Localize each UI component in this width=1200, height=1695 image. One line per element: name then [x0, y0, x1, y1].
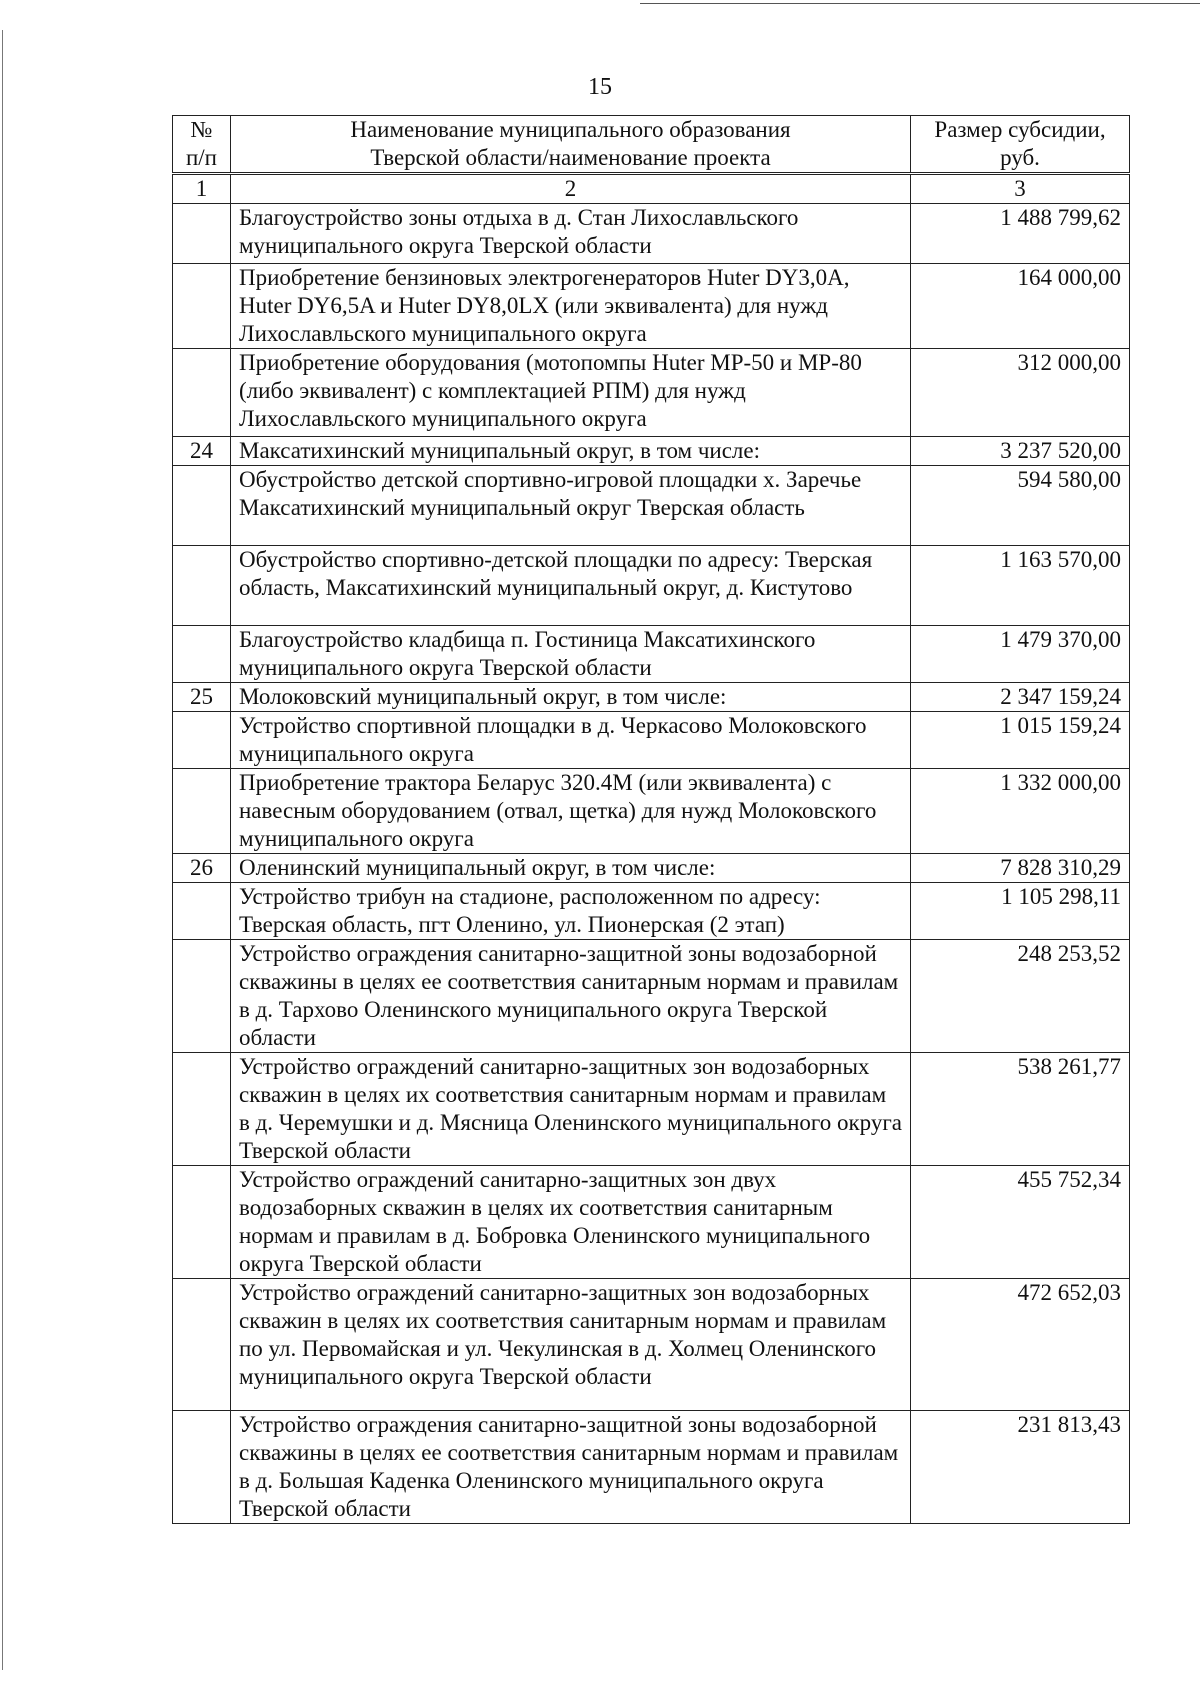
table-row: [173, 1053, 1130, 1166]
row-name: Устройство ограждения санитарно-защитной зоны водозаборной скважины в целях ее соответствия санитарным нормам и правилам в д. Большая Каденка Оленинского муниципального округа Тверской области: [231, 1411, 911, 1524]
column-number-1: 1: [173, 174, 231, 204]
row-amount: 1 479 370,00: [911, 626, 1130, 683]
row-name: Молоковский муниципальный округ, в том числе:: [231, 683, 911, 712]
row-number: [173, 883, 231, 940]
row-name: Приобретение бензиновых электрогенераторов Huter DY3,0A, Huter DY6,5A и Huter DY8,0LX (или эквивалента) для нужд Лихославльского муниципального округа: [231, 264, 911, 349]
row-name: Приобретение трактора Беларус 320.4М (или эквивалента) с навесным оборудованием (отвал, щетка) для нужд Молоковского муниципального округа: [231, 769, 911, 854]
row-name: Устройство ограждений санитарно-защитных зон водозаборных скважин в целях их соответствия санитарным нормам и правилам в д. Черемушки и д. Мясница Оленинского муниципального округа Тверской области: [231, 1053, 911, 1166]
row-number: [173, 1053, 231, 1166]
table-row: [173, 264, 1130, 349]
column-number-3: 3: [911, 174, 1130, 204]
row-name: Оленинский муниципальный округ, в том числе:: [231, 854, 911, 883]
row-amount: 538 261,77: [911, 1053, 1130, 1166]
row-number: 24: [173, 437, 231, 466]
row-number: 26: [173, 854, 231, 883]
row-number: 25: [173, 683, 231, 712]
subsidy-table: [172, 115, 1130, 1524]
table-row: [173, 466, 1130, 546]
row-amount: 455 752,34: [911, 1166, 1130, 1279]
scan-edge-top: [640, 3, 1200, 4]
row-number: [173, 466, 231, 546]
header-name: Наименование муниципального образования Тверской области/наименование проекта: [231, 116, 911, 174]
table-row: [173, 626, 1130, 683]
table-row: [173, 769, 1130, 854]
table-row: [173, 854, 1130, 883]
row-number: [173, 626, 231, 683]
header-amount: Размер субсидии, руб.: [911, 116, 1130, 174]
row-name: Максатихинский муниципальный округ, в том числе:: [231, 437, 911, 466]
scan-edge-left: [2, 30, 3, 1670]
row-name: Благоустройство зоны отдыха в д. Стан Лихославльского муниципального округа Тверской области: [231, 204, 911, 264]
row-amount: 1 163 570,00: [911, 546, 1130, 626]
table-row: [173, 1279, 1130, 1411]
table-row: [173, 349, 1130, 437]
row-amount: 231 813,43: [911, 1411, 1130, 1524]
table-row: [173, 204, 1130, 264]
row-amount: 312 000,00: [911, 349, 1130, 437]
row-number: [173, 1411, 231, 1524]
column-number-2: 2: [231, 174, 911, 204]
row-number: [173, 546, 231, 626]
row-name: Обустройство детской спортивно-игровой площадки х. Заречье Максатихинский муниципальный округ Тверская область: [231, 466, 911, 546]
row-name: Устройство спортивной площадки в д. Черкасово Молоковского муниципального округа: [231, 712, 911, 769]
row-amount: 1 015 159,24: [911, 712, 1130, 769]
row-amount: 1 105 298,11: [911, 883, 1130, 940]
row-name: Благоустройство кладбища п. Гостиница Максатихинского муниципального округа Тверской области: [231, 626, 911, 683]
row-number: [173, 1166, 231, 1279]
row-number: [173, 264, 231, 349]
table-row: [173, 437, 1130, 466]
column-number-row: [173, 174, 1130, 204]
row-number: [173, 204, 231, 264]
row-amount: 3 237 520,00: [911, 437, 1130, 466]
row-number: [173, 940, 231, 1053]
row-number: [173, 712, 231, 769]
row-amount: 7 828 310,29: [911, 854, 1130, 883]
table-row: [173, 1166, 1130, 1279]
table-row: [173, 883, 1130, 940]
table-row: [173, 712, 1130, 769]
row-amount: 1 332 000,00: [911, 769, 1130, 854]
row-number: [173, 349, 231, 437]
table-row: [173, 1411, 1130, 1524]
header-number: № п/п: [173, 116, 231, 174]
row-amount: 248 253,52: [911, 940, 1130, 1053]
table-row: [173, 940, 1130, 1053]
row-name: Обустройство спортивно-детской площадки по адресу: Тверская область, Максатихинский муниципальный округ, д. Кистутово: [231, 546, 911, 626]
row-number: [173, 769, 231, 854]
row-name: Устройство ограждений санитарно-защитных зон водозаборных скважин в целях их соответствия санитарным нормам и правилам по ул. Первомайская и ул. Чекулинская в д. Холмец Оленинского муниципального округа Тверской области: [231, 1279, 911, 1411]
table-row: [173, 683, 1130, 712]
row-name: Приобретение оборудования (мотопомпы Huter MP-50 и MP-80 (либо эквивалент) с комплектацией РПМ) для нужд Лихославльского муниципального округа: [231, 349, 911, 437]
row-number: [173, 1279, 231, 1411]
row-amount: 2 347 159,24: [911, 683, 1130, 712]
row-name: Устройство трибун на стадионе, расположенном по адресу: Тверская область, пгт Оленино, ул. Пионерская (2 этап): [231, 883, 911, 940]
row-amount: 472 652,03: [911, 1279, 1130, 1411]
page-number: 15: [588, 74, 612, 100]
row-amount: 164 000,00: [911, 264, 1130, 349]
row-amount: 594 580,00: [911, 466, 1130, 546]
row-amount: 1 488 799,62: [911, 204, 1130, 264]
row-name: Устройство ограждений санитарно-защитных зон двух водозаборных скважин в целях их соответствия санитарным нормам и правилам в д. Бобровка Оленинского муниципального округа Тверской области: [231, 1166, 911, 1279]
table-row: [173, 546, 1130, 626]
table-header-row: [173, 116, 1130, 174]
row-name: Устройство ограждения санитарно-защитной зоны водозаборной скважины в целях ее соответствия санитарным нормам и правилам в д. Тархово Оленинского муниципального округа Тверской области: [231, 940, 911, 1053]
